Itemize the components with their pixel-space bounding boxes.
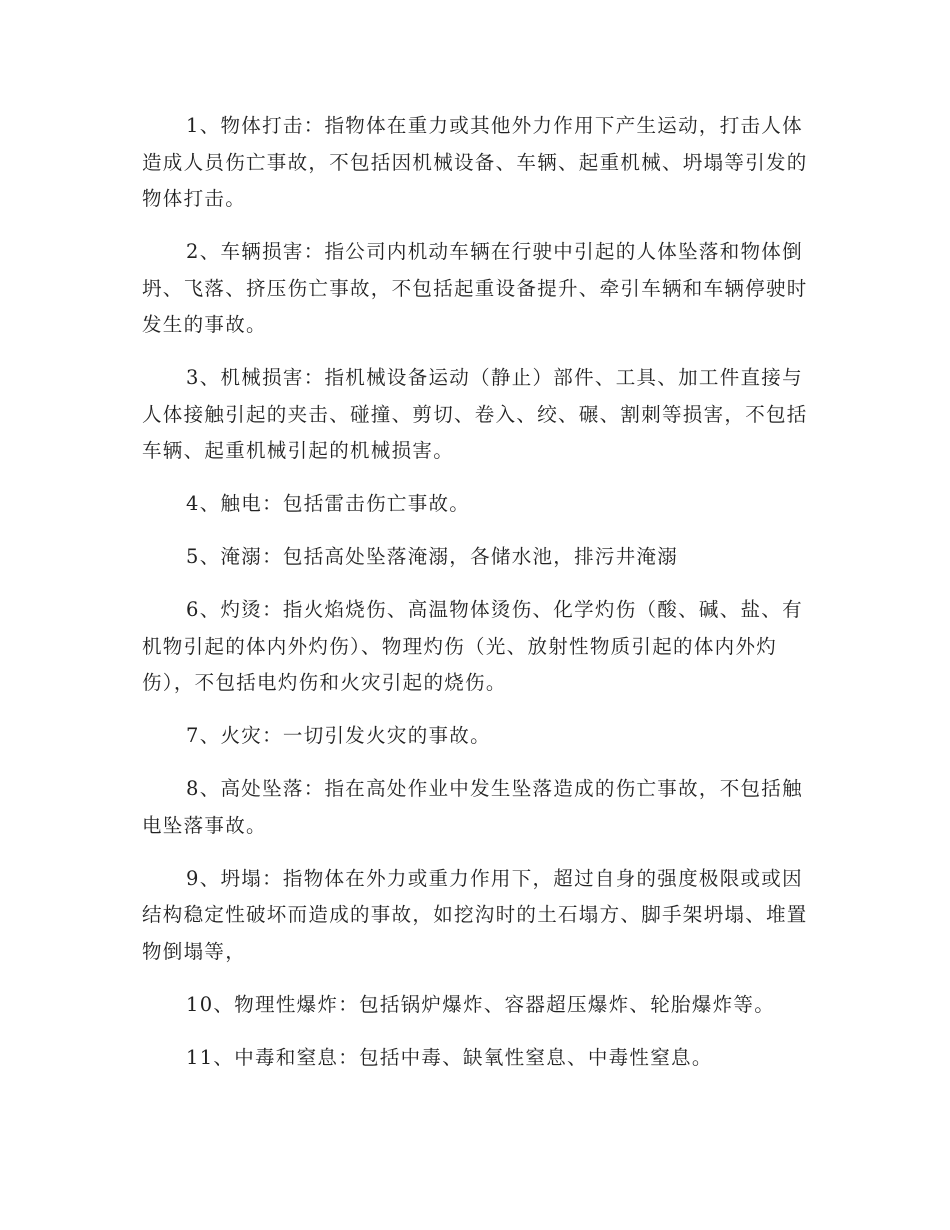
paragraph-fire: 7、火灾：一切引发火灾的事故。 [186, 724, 491, 747]
paragraph-electric-shock: 4、触电：包括雷击伤亡事故。 [186, 492, 471, 515]
paragraph-collapse: 9、坍塌：指物体在外力或重力作用下，超过自身的强度极限或或因结构稳定性破坏而造成的事故，如挖沟时的土石塌方、脚手架坍塌、堆置物倒塌等， [142, 866, 808, 963]
paragraph-object-strike: 1、物体打击：指物体在重力或其他外力作用下产生运动，打击人体造成人员伤亡事故，不包括因机械设备、车辆、起重机械、坍塌等引发的物体打击。 [142, 114, 808, 210]
paragraph-burns: 6、灼烫：指火焰烧伤、高温物体烫伤、化学灼伤（酸、碱、盐、有机物引起的体内外灼伤）、物理灼伤（光、放射性物质引起的体内外灼伤），不包括电灼伤和火灾引起的烧伤。 [142, 598, 803, 694]
paragraph-fall-from-height: 8、高处坠落：指在高处作业中发生坠落造成的伤亡事故，不包括触电坠落事故。 [142, 777, 803, 837]
paragraph-poisoning-suffocation: 11、中毒和窒息：包括中毒、缺氧性窒息、中毒性窒息。 [186, 1045, 713, 1069]
document-body [142, 108, 812, 1076]
paragraph-vehicle-injury: 2、车辆损害：指公司内机动车辆在行驶中引起的人体坠落和物体倒坍、飞落、挤压伤亡事故，不包括起重设备提升、牵引车辆和车辆停驶时发生的事故。 [142, 240, 808, 336]
paragraph-mechanical-injury: 3、机械损害：指机械设备运动（静止）部件、工具、加工件直接与人体接触引起的夹击、碰撞、剪切、卷入、绞、碾、割刺等损害，不包括车辆、起重机械引起的机械损害。 [142, 366, 808, 462]
paragraph-drowning: 5、淹溺：包括高处坠落淹溺，各储水池，排污井淹溺 [186, 545, 679, 568]
paragraph-physical-explosion: 10、物理性爆炸：包括锅炉爆炸、容器超压爆炸、轮胎爆炸等。 [186, 992, 776, 1016]
